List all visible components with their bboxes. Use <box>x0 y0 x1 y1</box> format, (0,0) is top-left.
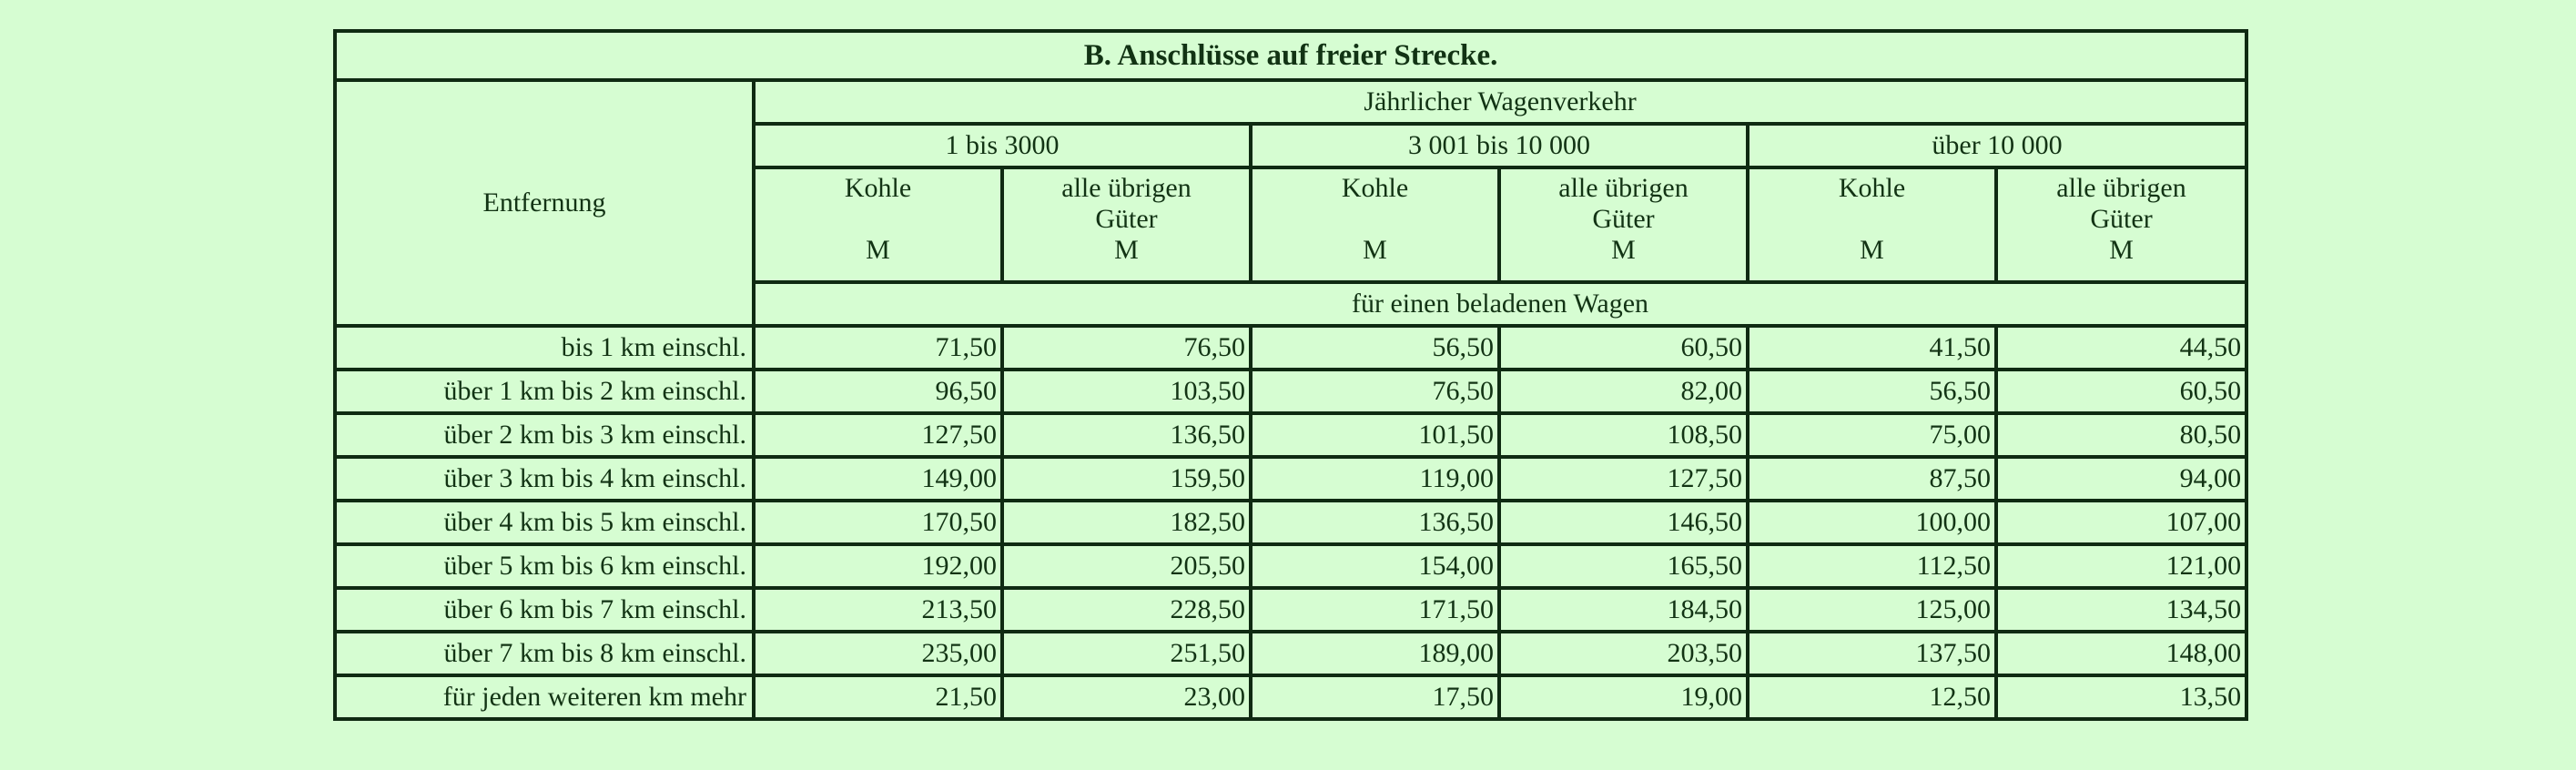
value-cell: 154,00 <box>1251 544 1499 588</box>
group-header-2: 3 001 bis 10 000 <box>1251 124 1748 167</box>
value-cell: 17,50 <box>1251 675 1499 719</box>
distance-label: über 3 km bis 4 km einschl. <box>335 457 754 501</box>
value-cell: 41,50 <box>1748 326 1996 370</box>
value-cell: 76,50 <box>1002 326 1251 370</box>
distance-label: für jeden weiteren km mehr <box>335 675 754 719</box>
value-cell: 171,50 <box>1251 588 1499 632</box>
value-cell: 103,50 <box>1002 370 1251 413</box>
distance-header: Entfernung <box>335 80 754 326</box>
table-row <box>335 675 2246 719</box>
value-cell: 12,50 <box>1748 675 1996 719</box>
value-cell: 189,00 <box>1251 632 1499 675</box>
distance-label: über 2 km bis 3 km einschl. <box>335 413 754 457</box>
table-row <box>335 588 2246 632</box>
table-row <box>335 326 2246 370</box>
value-cell: 87,50 <box>1748 457 1996 501</box>
other-goods-label-line1: alle übrigen <box>1061 173 1192 203</box>
value-cell: 101,50 <box>1251 413 1499 457</box>
tariff-table <box>333 29 2248 721</box>
value-cell: 170,50 <box>754 501 1002 544</box>
other-goods-header <box>1499 167 1748 282</box>
table-row <box>335 413 2246 457</box>
distance-label: über 4 km bis 5 km einschl. <box>335 501 754 544</box>
value-cell: 23,00 <box>1002 675 1251 719</box>
table-row <box>335 544 2246 588</box>
value-cell: 76,50 <box>1251 370 1499 413</box>
table-row <box>335 457 2246 501</box>
value-cell: 21,50 <box>754 675 1002 719</box>
distance-label: über 6 km bis 7 km einschl. <box>335 588 754 632</box>
table-row <box>335 632 2246 675</box>
distance-label: über 5 km bis 6 km einschl. <box>335 544 754 588</box>
value-cell: 127,50 <box>754 413 1002 457</box>
other-goods-label-line2: Güter <box>2090 204 2153 234</box>
value-cell: 112,50 <box>1748 544 1996 588</box>
coal-label: Kohle <box>1838 173 1906 203</box>
distance-label: bis 1 km einschl. <box>335 326 754 370</box>
value-cell: 235,00 <box>754 632 1002 675</box>
value-cell: 134,50 <box>1996 588 2246 632</box>
value-cell: 146,50 <box>1499 501 1748 544</box>
group-header-3: über 10 000 <box>1748 124 2246 167</box>
coal-header <box>1251 167 1499 282</box>
value-cell: 149,00 <box>754 457 1002 501</box>
unit-label: M <box>1363 235 1387 265</box>
value-cell: 108,50 <box>1499 413 1748 457</box>
tariff-table-container <box>333 29 2245 721</box>
unit-label: M <box>866 235 890 265</box>
value-cell: 107,00 <box>1996 501 2246 544</box>
value-cell: 148,00 <box>1996 632 2246 675</box>
other-goods-header <box>1002 167 1251 282</box>
value-cell: 137,50 <box>1748 632 1996 675</box>
value-cell: 100,00 <box>1748 501 1996 544</box>
value-cell: 60,50 <box>1996 370 2246 413</box>
coal-header <box>754 167 1002 282</box>
value-cell: 205,50 <box>1002 544 1251 588</box>
other-goods-label-line2: Güter <box>1592 204 1655 234</box>
value-cell: 75,00 <box>1748 413 1996 457</box>
coal-label: Kohle <box>1341 173 1409 203</box>
value-cell: 203,50 <box>1499 632 1748 675</box>
value-cell: 182,50 <box>1002 501 1251 544</box>
table-row <box>335 501 2246 544</box>
distance-label: über 7 km bis 8 km einschl. <box>335 632 754 675</box>
value-cell: 213,50 <box>754 588 1002 632</box>
value-cell: 71,50 <box>754 326 1002 370</box>
value-cell: 184,50 <box>1499 588 1748 632</box>
value-cell: 136,50 <box>1251 501 1499 544</box>
other-goods-label-line1: alle übrigen <box>2056 173 2186 203</box>
value-cell: 119,00 <box>1251 457 1499 501</box>
group-header-1: 1 bis 3000 <box>754 124 1251 167</box>
unit-label: M <box>1860 235 1884 265</box>
value-cell: 60,50 <box>1499 326 1748 370</box>
unit-label: M <box>2109 235 2134 265</box>
coal-label: Kohle <box>844 173 912 203</box>
value-cell: 165,50 <box>1499 544 1748 588</box>
value-cell: 94,00 <box>1996 457 2246 501</box>
value-cell: 80,50 <box>1996 413 2246 457</box>
per-wagon-header: für einen beladenen Wagen <box>754 282 2246 326</box>
value-cell: 136,50 <box>1002 413 1251 457</box>
value-cell: 192,00 <box>754 544 1002 588</box>
value-cell: 159,50 <box>1002 457 1251 501</box>
value-cell: 44,50 <box>1996 326 2246 370</box>
unit-label: M <box>1611 235 1636 265</box>
other-goods-header <box>1996 167 2246 282</box>
value-cell: 13,50 <box>1996 675 2246 719</box>
coal-header <box>1748 167 1996 282</box>
table-title: B. Anschlüsse auf freier Strecke. <box>335 31 2246 80</box>
value-cell: 121,00 <box>1996 544 2246 588</box>
other-goods-label-line1: alle übrigen <box>1558 173 1689 203</box>
value-cell: 228,50 <box>1002 588 1251 632</box>
traffic-header: Jährlicher Wagenverkehr <box>754 80 2246 124</box>
table-row <box>335 370 2246 413</box>
value-cell: 127,50 <box>1499 457 1748 501</box>
other-goods-label-line2: Güter <box>1095 204 1158 234</box>
unit-label: M <box>1114 235 1139 265</box>
value-cell: 251,50 <box>1002 632 1251 675</box>
value-cell: 82,00 <box>1499 370 1748 413</box>
distance-label: über 1 km bis 2 km einschl. <box>335 370 754 413</box>
value-cell: 96,50 <box>754 370 1002 413</box>
value-cell: 56,50 <box>1251 326 1499 370</box>
value-cell: 125,00 <box>1748 588 1996 632</box>
value-cell: 56,50 <box>1748 370 1996 413</box>
value-cell: 19,00 <box>1499 675 1748 719</box>
